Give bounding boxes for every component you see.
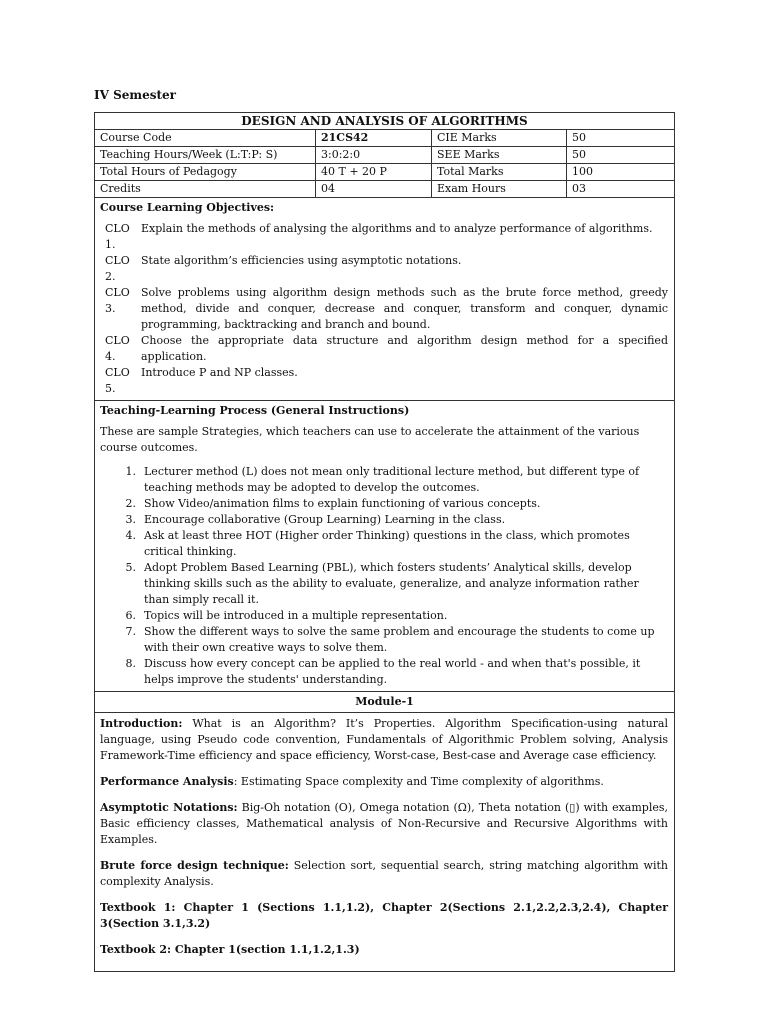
- clo-text: Introduce P and NP classes.: [141, 366, 298, 379]
- list-item: [100, 365, 668, 397]
- clo-code: CLO 5.: [105, 366, 130, 395]
- clo-code: CLO 1.: [105, 222, 130, 251]
- item-number: 2.: [125, 497, 136, 510]
- info-label: Credits: [95, 181, 316, 197]
- teaching-heading: Teaching-Learning Process (General Instructions): [100, 404, 410, 417]
- list-item: [100, 496, 668, 512]
- clo-text: Explain the methods of analysing the algorithms and to analyze performance of algorithms.: [141, 222, 653, 235]
- clo-text: State algorithm’s efficiencies using asymptotic notations.: [141, 254, 462, 267]
- item-number: 3.: [125, 513, 136, 526]
- topic-label: Asymptotic Notations:: [100, 801, 238, 814]
- list-item: [100, 253, 668, 285]
- topic-text: Selection sort, sequential search, string matching algorithm with complexity Analysis.: [100, 859, 669, 888]
- item-number: 7.: [125, 625, 136, 638]
- info-value: 100: [572, 165, 593, 178]
- topic-label: Performance Analysis: [100, 775, 234, 788]
- list-item: [100, 528, 668, 560]
- semester-label: IV Semester: [94, 88, 176, 102]
- clo-text: Choose the appropriate data structure and algorithm design method for a specified application.: [141, 334, 668, 363]
- item-number: 8.: [125, 657, 136, 670]
- info-value: 03: [572, 182, 586, 195]
- item-text: Lecturer method (L) does not mean only traditional lecture method, but different type of teaching methods may be adopted to develop the outcomes.: [144, 465, 640, 494]
- item-text: Adopt Problem Based Learning (PBL), which fosters students’ Analytical skills, develop thinking skills such as the ability to evaluate, generalize, and analyze information rather than simply recall it.: [144, 561, 639, 606]
- item-text: Topics will be introduced in a multiple representation.: [144, 609, 448, 622]
- teaching-section: [95, 401, 674, 692]
- textbook-reference: Textbook 2: Chapter 1(section 1.1,1.2,1.3): [100, 943, 360, 956]
- clo-text: Solve problems using algorithm design methods such as the brute force method, greedy method, divide and conquer, decrease and conquer, transform and conquer, dynamic programming, backtracking and branch and bound.: [141, 286, 668, 331]
- topic-text: What is an Algorithm? It’s Properties. Algorithm Specification-using natural language, using Pseudo code convention, Fundamentals of Algorithmic Problem solving, Analysis Framework-Time efficiency and space efficiency, Worst-case, Best-case and Average case efficiency.: [100, 717, 668, 762]
- info-value: 3:0:2:0: [316, 147, 432, 163]
- module-content: [95, 713, 674, 971]
- list-item: [100, 560, 668, 608]
- clo-heading: Course Learning Objectives:: [100, 201, 275, 214]
- module-paragraph: [100, 774, 668, 790]
- info-label: Teaching Hours/Week (L:T:P: S): [95, 147, 316, 163]
- list-item: [100, 221, 668, 253]
- info-label: Course Code: [95, 130, 316, 146]
- strategy-list: [100, 464, 668, 688]
- list-item: [100, 464, 668, 496]
- item-number: 4.: [125, 529, 136, 542]
- list-item: [100, 608, 668, 624]
- clo-code: CLO 3.: [105, 286, 130, 315]
- info-label: Exam Hours: [432, 181, 567, 197]
- list-item: [100, 656, 668, 688]
- info-value: 21CS42: [316, 130, 432, 146]
- module-heading-row: Module-1: [95, 692, 674, 713]
- info-row: [95, 147, 674, 164]
- module-paragraph: [100, 800, 668, 848]
- list-item: [100, 333, 668, 365]
- topic-text: : Estimating Space complexity and Time complexity of algorithms.: [233, 775, 604, 788]
- course-title: DESIGN AND ANALYSIS OF ALGORITHMS: [95, 113, 674, 130]
- item-text: Show Video/animation films to explain functioning of various concepts.: [144, 497, 541, 510]
- item-number: 5.: [125, 561, 136, 574]
- clo-code: CLO 2.: [105, 254, 130, 283]
- item-number: 6.: [125, 609, 136, 622]
- clo-list: [100, 221, 668, 397]
- textbook-reference: Textbook 1: Chapter 1 (Sections 1.1,1.2), Chapter 2(Sections 2.1,2.2,2.3,2.4), Chapter 3(Section 3.1,3.2): [100, 901, 668, 930]
- item-number: 1.: [125, 465, 136, 478]
- module-paragraph: [100, 716, 668, 764]
- info-row: [95, 130, 674, 147]
- syllabus-frame: [94, 112, 675, 972]
- item-text: Encourage collaborative (Group Learning) Learning in the class.: [144, 513, 506, 526]
- item-text: Ask at least three HOT (Higher order Thinking) questions in the class, which promotes critical thinking.: [144, 529, 630, 558]
- info-value: 50: [572, 148, 586, 161]
- info-row: [95, 164, 674, 181]
- topic-label: Introduction:: [100, 717, 183, 730]
- list-item: [100, 624, 668, 656]
- info-label: Total Marks: [432, 164, 567, 180]
- info-value: 40 T + 20 P: [316, 164, 432, 180]
- info-value: 50: [572, 131, 586, 144]
- info-label: CIE Marks: [432, 130, 567, 146]
- topic-text: Big-Oh notation (O), Omega notation (Ω), Theta notation (▯) with examples, Basic efficiency classes, Mathematical analysis of Non-Recursive and Recursive Algorithms with Examples.: [100, 801, 668, 846]
- list-item: [100, 285, 668, 333]
- clo-code: CLO 4.: [105, 334, 130, 363]
- item-text: Discuss how every concept can be applied to the real world - and when that's possible, it helps improve the students' understanding.: [144, 657, 641, 686]
- module-paragraph: [100, 858, 668, 890]
- topic-label: Brute force design technique:: [100, 859, 289, 872]
- info-label: SEE Marks: [432, 147, 567, 163]
- info-label: Total Hours of Pedagogy: [95, 164, 316, 180]
- info-value: 04: [316, 181, 432, 197]
- teaching-intro: These are sample Strategies, which teachers can use to accelerate the attainment of the various course outcomes.: [100, 425, 640, 454]
- info-row: [95, 181, 674, 198]
- list-item: [100, 512, 668, 528]
- item-text: Show the different ways to solve the same problem and encourage the students to come up with their own creative ways to solve them.: [144, 625, 655, 654]
- clo-section: [95, 198, 674, 401]
